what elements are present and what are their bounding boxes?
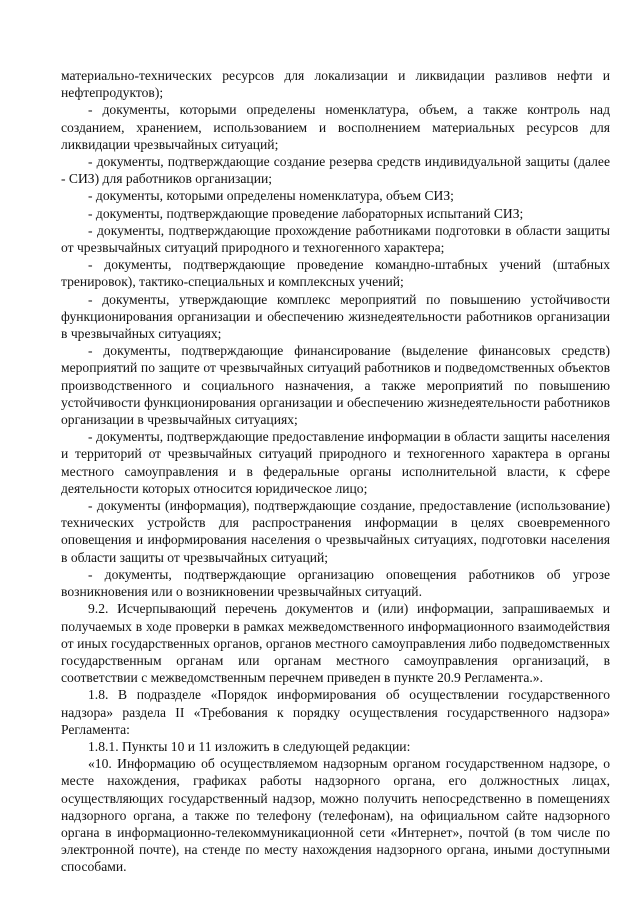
paragraph-5: - документы, подтверждающие проведение лабораторных испытаний СИЗ; — [88, 205, 524, 221]
paragraph-4: - документы, которыми определены номенклатура, объем СИЗ; — [88, 188, 454, 204]
document-page — [61, 67, 610, 876]
paragraph-7: - документы, подтверждающие проведение командно-штабных учений (штабных тренировок), тактико-специальных и комплексных учений; — [61, 257, 610, 290]
paragraph-2: - документы, которыми определены номенклатура, объем, а также контроль над созданием, хранением, использованием и восполнением материальных ресурсов для ликвидации чрезвычайных ситуаций; — [61, 102, 610, 152]
paragraph-16: «10. Информацию об осуществляемом надзорным органом государственном надзоре, о месте нахождения, графиках работы надзорного органа, его должностных лицах, осуществляющих государственный надзор, можно получить непосредственно в помещениях надзорного органа, а также по телефону (телефонам), на официальном сайте надзорного органа в информационно-телекоммуникационной сети «Интернет», почтой (в том числе по электронной почте), на стенде по месту нахождения надзорного органа, иными доступными способами. — [61, 756, 610, 875]
paragraph-9: - документы, подтверждающие финансирование (выделение финансовых средств) мероприятий по защите от чрезвычайных ситуаций работников и подведомственных объектов производственного и социального назначения, а также мероприятий по повышению устойчивости функционирования организации и обеспечению жизнедеятельности работников организации в чрезвычайных ситуациях; — [61, 343, 610, 428]
paragraph-10: - документы, подтверждающие предоставление информации в области защиты населения и территорий от чрезвычайных ситуаций природного и техногенного характера в органы местного самоуправления и в федеральные органы исполнительной власти, к сфере деятельности которых относится юридическое лицо; — [61, 429, 610, 496]
paragraph-6: - документы, подтверждающие прохождение работниками подготовки в области защиты от чрезвычайных ситуаций природного и техногенного характера; — [61, 222, 610, 256]
paragraph-3: - документы, подтверждающие создание резерва средств индивидуальной защиты (далее - СИЗ) для работников организации; — [61, 154, 610, 187]
paragraph-1: материально-технических ресурсов для локализации и ликвидации разливов нефти и нефтепродуктов); — [61, 68, 610, 101]
paragraph-11: - документы (информация), подтверждающие создание, предоставление (использование) технических устройств для распространения информации в целях своевременного оповещения и информирования населения о чрезвычайных ситуациях, подготовки населения в области защиты от чрезвычайных ситуаций; — [61, 498, 610, 565]
paragraph-12: - документы, подтверждающие организацию оповещения работников об угрозе возникновения или о возникновении чрезвычайных ситуаций. — [61, 566, 610, 600]
paragraph-14: 1.8. В подразделе «Порядок информирования об осуществлении государственного надзора» раздела II «Требования к порядку осуществления государственного надзора» Регламента: — [61, 687, 610, 737]
paragraph-8: - документы, утверждающие комплекс мероприятий по повышению устойчивости функционирования организации и обеспечению жизнедеятельности работников организации в чрезвычайных ситуациях; — [61, 291, 610, 342]
paragraph-15: 1.8.1. Пункты 10 и 11 изложить в следующей редакции: — [88, 738, 411, 754]
paragraph-13: 9.2. Исчерпывающий перечень документов и (или) информации, запрашиваемых и получаемых в ходе проверки в рамках межведомственного информационного взаимодействия от иных государственных органов, органов местного самоуправления либо подведомственных государственным органам или органам местного самоуправления организаций, в соответствии с межведомственным перечнем приведен в пункте 20.9 Регламента.». — [61, 601, 610, 686]
